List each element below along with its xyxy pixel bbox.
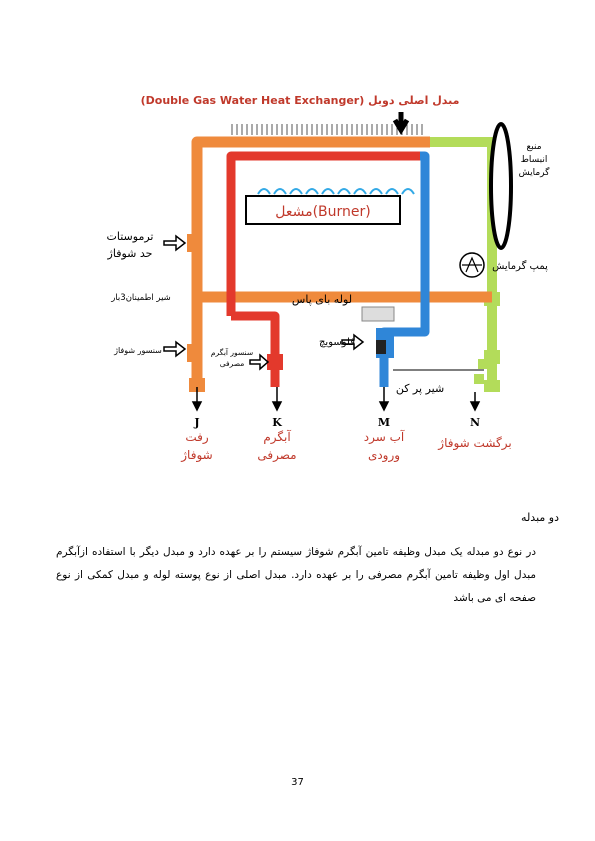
flow-switch-core (376, 340, 386, 354)
thermostat-label-2: حد شوفاژ (107, 247, 153, 260)
flow-switch-label: فلوسویچ (318, 337, 356, 348)
connection-j-label-1: رفت (185, 430, 209, 444)
dhw-sensor-label-2: مصرفی (219, 359, 245, 368)
expansion-tank-label-2: انبساط (520, 155, 548, 165)
bypass-label: لوله بای پاس (291, 293, 353, 306)
gas-flow-arrow (395, 112, 407, 130)
body-paragraph: در نوع دو مبدله یک مبدل وظیفه تامین آبگرم شوفاژ سیستم را بر عهده دارد و مبدل دیگر با استفاده ازآبگرم مبدل اول وظیفه تامین آبگرم مصرفی را بر عهده دارد. مبدل اصلی از نوع پوسته لوله و مبدل کمکی از نوع صفحه ای می باشد (56, 546, 536, 604)
page-number: 37 (291, 777, 304, 788)
connection-j-label-2: شوفاژ (181, 448, 213, 462)
thermostat-label-1: ترموستات (106, 230, 154, 243)
connection-k-letter: K (272, 416, 282, 429)
diagram-title: (Double Gas Water Heat Exchanger) مبدل اصلی دوبل (140, 94, 460, 107)
figure-caption: دو مبدله (521, 511, 559, 524)
pump-label: پمپ گرمایش (492, 261, 548, 272)
connection-m-label-1: آب سرد (363, 430, 405, 444)
double-heat-exchanger-diagram (100, 82, 550, 492)
fill-valve-label: شیر پر کن (395, 382, 445, 395)
connection-m-label-2: ورودی (367, 448, 401, 462)
burner-label: مشعل(Burner) (275, 204, 371, 220)
connection-k-label-1: آبگرم (263, 430, 291, 444)
heating-sensor-label: سنسور شوفاژ (114, 346, 162, 355)
connection-m-letter: M (377, 416, 391, 429)
expansion-tank-label-3: گرمایش (518, 168, 550, 178)
connection-j-letter: J (194, 416, 200, 429)
dhw-sensor-label-1: سنسور آبگرم (210, 348, 254, 357)
connection-n-letter: N (469, 416, 481, 429)
connection-k-label-2: مصرفی (257, 448, 297, 462)
pump-icon (460, 253, 484, 277)
flow-switch-head (362, 307, 394, 321)
connection-n-label: برگشت شوفاژ (438, 436, 512, 450)
safety-valve-label: شیر اطمینان3بار (111, 293, 171, 303)
expansion-tank-label-1: منبع (526, 142, 542, 152)
burner-flames (258, 189, 414, 194)
heat-exchanger-fins (232, 124, 422, 135)
dhw-sensor-fitting (267, 354, 283, 370)
expansion-tank (491, 124, 511, 248)
